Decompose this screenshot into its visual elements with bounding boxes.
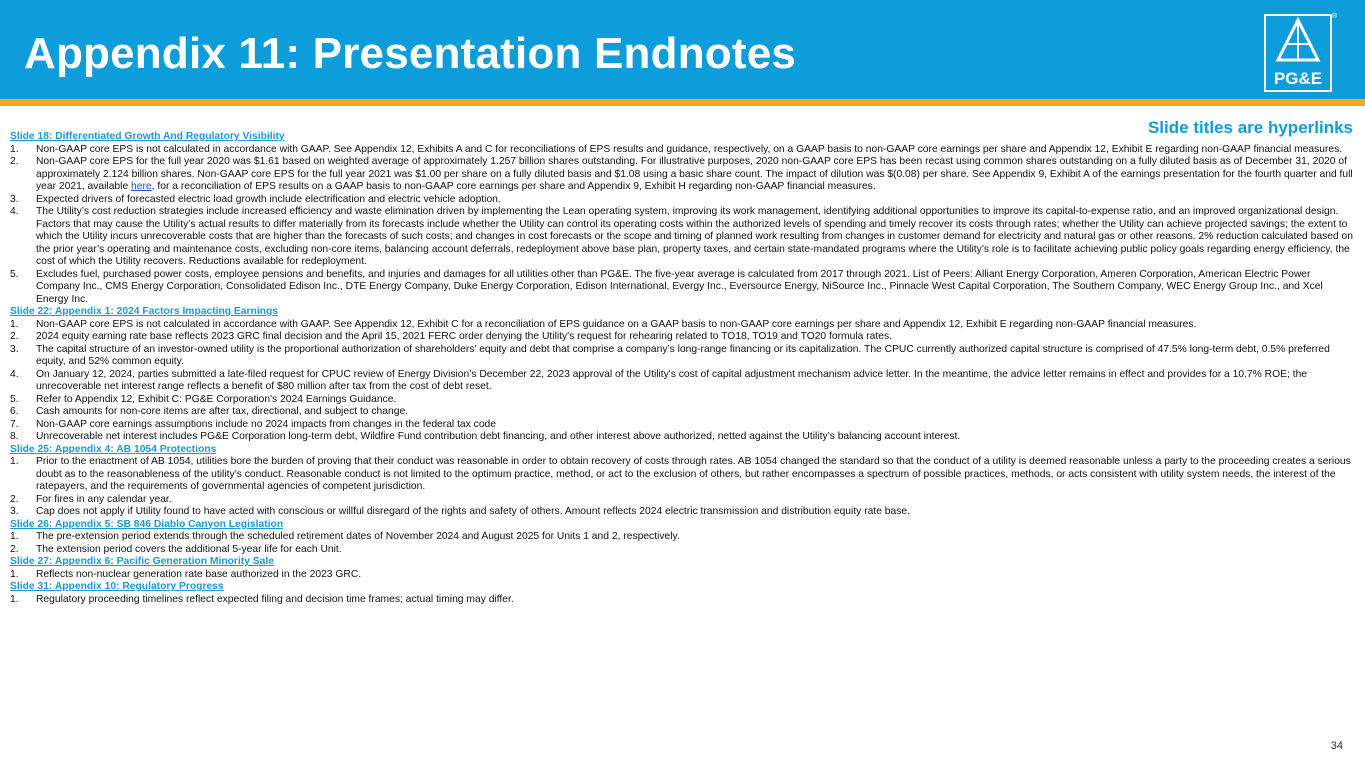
- endnote-25-1: 1. Prior to the enactment of AB 1054, utilities bore the burden of proving that their conduct was reasonable in order to obtain recovery of costs through rates. AB 1054 changed the standard so that the conduct of a utility is deemed reasonable unless a party to the proceeding creates a serious doubt as to the reasonableness of the utility’s conduct. Reasonable conduct is not limited to the optimum practice, method, or act to the exclusion of others, but rather encompasses a spectrum of possible practices, methods, or acts consistent with utility system needs, the interest of the ratepayers, and the requirements of governmental agencies of competent jurisdiction.: [10, 456, 1351, 492]
- here-link[interactable]: here: [131, 181, 152, 192]
- link-slide-22[interactable]: Slide 22: Appendix 1: 2024 Factors Impacting Earnings: [10, 306, 278, 317]
- hyperlink-note: Slide titles are hyperlinks: [1147, 118, 1353, 137]
- endnote-22-3: 3. The capital structure of an investor-owned utility is the proportional authorization of shareholders’ equity and debt that comprise a company’s long-range financing or its capitalization. The CPUC currently authorized capital structure is comprised of 47.5% long-term debt, 0.5% preferred equity, and 52% common equity.: [10, 343, 1330, 367]
- link-slide-31[interactable]: Slide 31: Appendix 10: Regulatory Progress: [10, 581, 224, 592]
- endnote-26-2: 2. The extension period covers the additional 5-year life for each Unit.: [10, 543, 342, 555]
- endnote-22-5: 5. Refer to Appendix 12, Exhibit C: PG&E Corporation's 2024 Earnings Guidance.: [10, 393, 397, 405]
- link-slide-26[interactable]: Slide 26: Appendix 5: SB 846 Diablo Canyon Legislation: [10, 518, 284, 530]
- endnote-18-5: 5. Excludes fuel, purchased power costs, employee pensions and benefits, and injuries and damages for all utilities other than PG&E. The five-year average is calculated from 2017 through 2021. List of Peers: Alliant Energy Corporation, Ameren Corporation, American Electric Power Company Inc., CMS Energy Corporation, Consolidated Edison Inc., DTE Energy Company, Duke Energy Corporation, Edison International, Evergy Inc., Eversource Energy, NiSource Inc., Pinnacle West Capital Corporation, The Southern Company, WEC Energy Group Inc., and Xcel Energy Inc.: [10, 268, 1323, 305]
- endnote-22-2: 2. 2024 equity earning rate base reflects 2023 GRC final decision and the April 15, 2021 FERC order denying the Utility's request for rehearing related to TO18, TO19 and TO20 formula rates.: [10, 331, 892, 342]
- endnotes-content: [10, 131, 1355, 606]
- endnote-22-4: 4. On January 12, 2024, parties submitted a late-filed request for CPUC review of Energy Division’s December 22, 2023 approval of the Utility's cost of capital adjustment mechanism advice letter. In the meantime, the advice letter remains in effect and provides for a 10.7% ROE; the unrecoverable net interest range reflects a benefit of $80 million after tax from the cost of debt reset.: [10, 368, 1308, 392]
- header-stripe: [0, 99, 1365, 106]
- endnote-22-6: 6. Cash amounts for non-core items are after tax, directional, and subject to change.: [10, 406, 409, 417]
- endnote-18-2: 2. Non-GAAP core EPS for the full year 2020 was $1.61 based on weighted average of approximately 1.257 billion shares outstanding. For illustrative purposes, 2020 non-GAAP core EPS has been recast using common shares outstanding on a fully diluted basis as of December 31, 2020 of approximately 2.124 billion shares. Non-GAAP core EPS for the full year 2021 was $1.00 per share on a fully diluted basis and $1.08 using a basic share count. The impact of dilution was $(0.08) per share. See Appendix 9, Exhibit A of the earnings presentation for the fourth quarter and full year 2021, available here, for a reconciliation of EPS results on a GAAP basis to non-GAAP core earnings per share and Appendix 9, Exhibit H regarding non-GAAP financial measures.: [10, 156, 1353, 192]
- endnote-31-1: 1. Regulatory proceeding timelines reflect expected filing and decision time frames; actual timing may differ.: [10, 593, 514, 605]
- endnote-18-4: 4. The Utility’s cost reduction strategies include increased efficiency and waste elimination driven by implementing the Lean operating system, improving its work management, identifying additional opportunities to improve its capital-to-expense ratio, and an improved organizational design. Factors that may cause the Utility’s actual results to differ materially from its forecasts include whether the Utility can control its operating costs within the authorized levels of spending and timely recover its costs through rates; whether the Utility can achieve projected savings; the extent to which the Utility incurs unrecoverable costs that are higher than the forecasts of such costs; and changes in cost forecasts or the scope and timing of planned work resulting from changes in customer demand for electricity and natural gas or other reasons. 2% reduction calculated based on the prior year’s operating and maintenance costs, excluding non-core items, balancing account deferrals, redeployment above base plan, property taxes, and certain state-mandated programs where the Utility’s role is to facilitate achieving public policy goals regarding energy efficiency, the cost of which the Utility recovers. Reductions available for redeployment.: [10, 206, 1353, 267]
- link-slide-27[interactable]: Slide 27: Appendix 6: Pacific Generation Minority Sale: [10, 556, 274, 567]
- svg-text:PG&E: PG&E: [1273, 69, 1323, 88]
- endnote-26-1: 1. The pre-extension period extends through the scheduled retirement dates of November 2024 and August 2025 for Units 1 and 2, respectively.: [10, 531, 680, 542]
- page-number: 34: [1330, 740, 1343, 752]
- link-slide-25[interactable]: Slide 25: Appendix 4: AB 1054 Protections: [10, 443, 217, 455]
- link-slide-18[interactable]: Slide 18: Differentiated Growth And Regulatory Visibility: [10, 131, 285, 142]
- pge-logo-icon: [1264, 14, 1332, 92]
- endnote-18-3: 3. Expected drivers of forecasted electric load growth include electrification and electric vehicle adoption.: [10, 193, 501, 205]
- endnote-22-8: 8. Unrecoverable net interest includes PG&E Corporation long-term debt, Wildfire Fund contribution debt financing, and other interest above authorized, netted against the Utility’s balancing account interest.: [10, 431, 961, 442]
- endnote-22-7: 7. Non-GAAP core earnings assumptions include no 2024 impacts from changes in the federal tax code: [10, 418, 496, 430]
- endnote-22-1: 1. Non-GAAP core EPS is not calculated in accordance with GAAP. See Appendix 12, Exhibit C for a reconciliation of EPS guidance on a GAAP basis to non-GAAP core earnings per share and Appendix 12, Exhibit E regarding non-GAAP financial measures.: [10, 318, 1197, 330]
- page-title: Appendix 11: Presentation Endnotes: [24, 29, 797, 78]
- endnote-27-1: 1. Reflects non-nuclear generation rate base authorized in the 2023 GRC.: [10, 568, 362, 580]
- registered-mark: ®: [1332, 13, 1338, 20]
- endnote-18-1: 1. Non-GAAP core EPS is not calculated in accordance with GAAP. See Appendix 12, Exhibits A and C for reconciliations of EPS results and guidance, respectively, on a GAAP basis to non-GAAP core earnings per share and Appendix 12, Exhibit E regarding non-GAAP financial measures.: [10, 143, 1343, 155]
- endnote-25-2: 2. For fires in any calendar year.: [10, 493, 172, 505]
- endnote-25-3: 3. Cap does not apply if Utility found to have acted with conscious or willful disregard of the rights and safety of others. Amount reflects 2024 electric transmission and distribution equity rate base.: [10, 506, 910, 517]
